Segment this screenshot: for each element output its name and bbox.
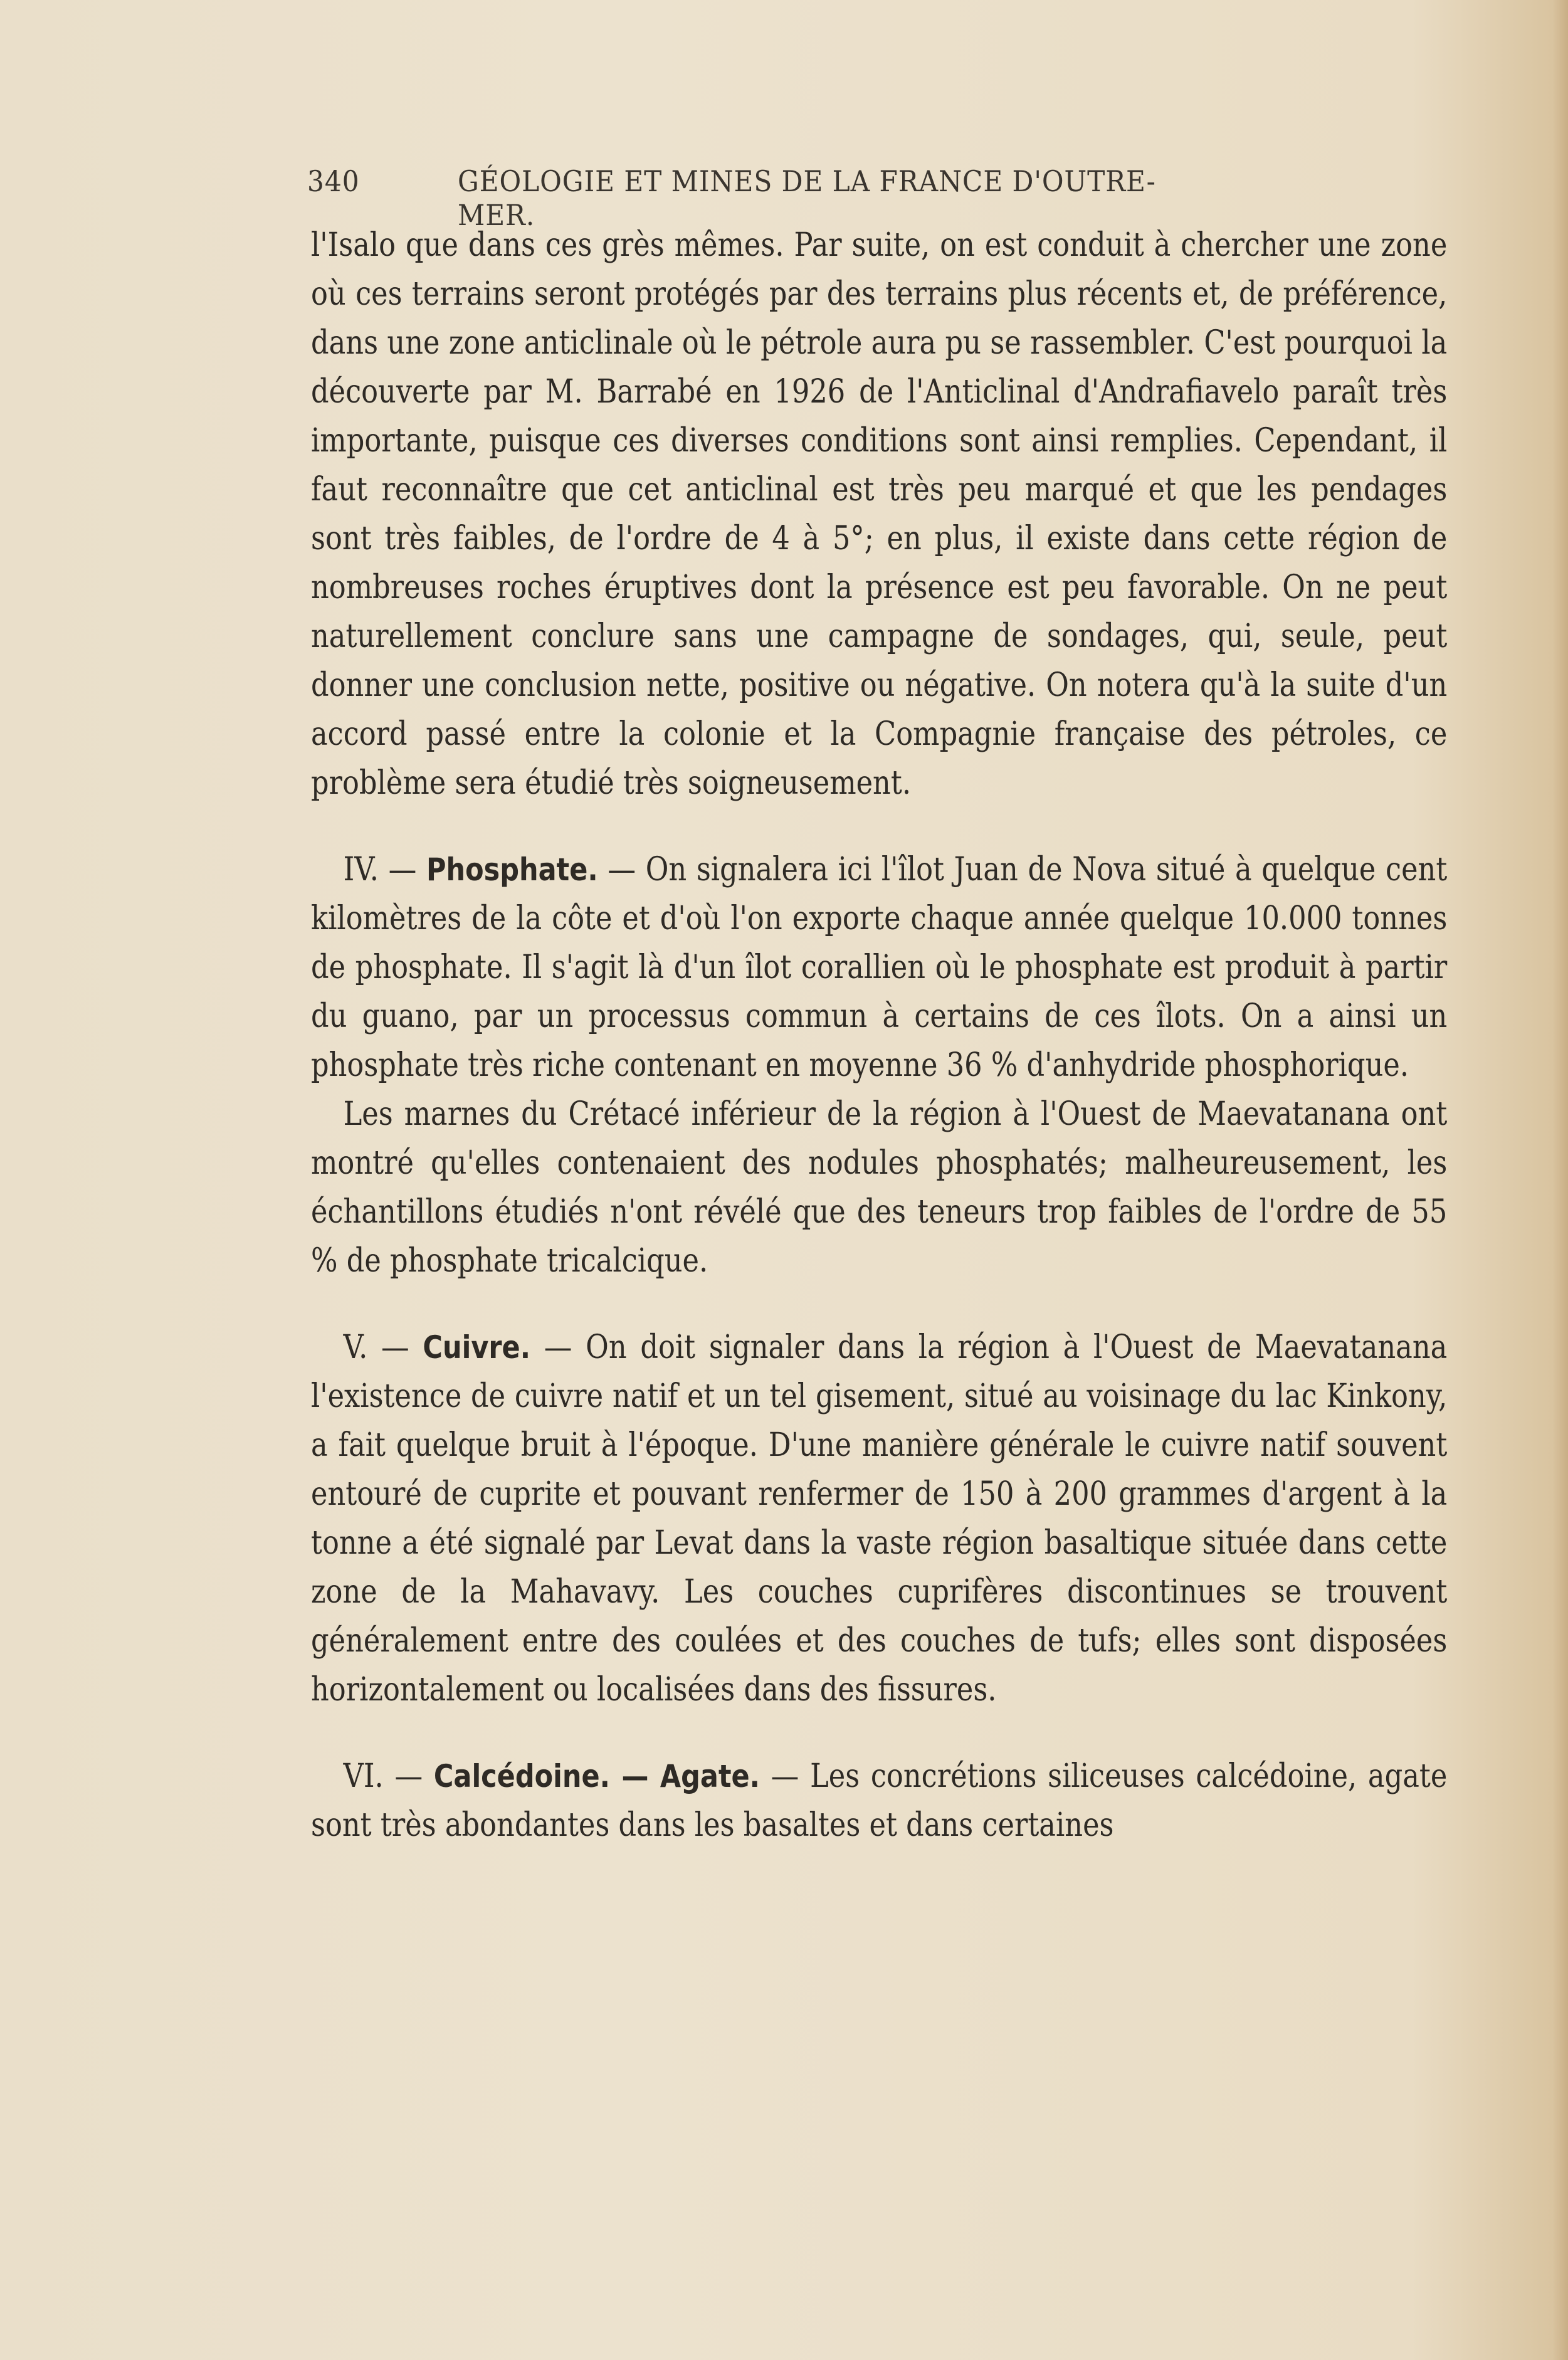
section-calcedoine-agate bbox=[311, 1752, 1447, 1850]
section-title: Cuivre. bbox=[423, 1329, 531, 1366]
section-cuivre bbox=[311, 1323, 1447, 1714]
section-number: IV. — bbox=[343, 851, 417, 888]
section-phosphate bbox=[311, 845, 1447, 1090]
running-title: GÉOLOGIE ET MINES DE LA FRANCE D'OUTRE-MER. bbox=[457, 164, 1156, 232]
section-title: Phosphate. bbox=[426, 851, 598, 888]
body-text bbox=[311, 221, 1447, 1850]
paragraph-phosphate-marnes: Les marnes du Crétacé inférieur de la région à l'Ouest de Maevatanana ont montré qu'elles contenaient des nodules phosphatés; malheureusement, les échantillons étudiés n'ont révélé que des teneurs trop faibles de l'ordre de 55 % de phosphate tricalcique. bbox=[311, 1095, 1448, 1280]
section-number: VI. — bbox=[343, 1757, 423, 1795]
section-number: V. — bbox=[343, 1329, 409, 1366]
paragraph-petrole-continued: l'Isalo que dans ces grès mêmes. Par suite, on est conduit à chercher une zone où ces terrains seront protégés par des terrains plus récents et, de préférence, dans une zone anticlinale où le pétrole aura pu se rassembler. C'est pourquoi la découverte par M. Barrabé en 1926 de l'Anticlinal d'Andrafiavelo paraît très importante, puisque ces diverses conditions sont ainsi remplies. Cependant, il faut reconnaître que cet anticlinal est très peu marqué et que les pendages sont très faibles, de l'ordre de 4 à 5°; en plus, il existe dans cette région de nombreuses roches éruptives dont la présence est peu favorable. On ne peut naturellement conclure sans une campagne de sondages, qui, seule, peut donner une conclusion nette, positive ou négative. On notera qu'à la suite d'un accord passé entre la colonie et la Compagnie française des pétroles, ce problème sera étudié très soigneusement. bbox=[311, 226, 1448, 802]
page-number: 340 bbox=[307, 164, 360, 198]
section-text: — Les concrétions siliceuses calcédoine, agate sont très abondantes dans les basaltes et dans certaines bbox=[311, 1757, 1448, 1844]
section-text: — On doit signaler dans la région à l'Ouest de Maevatanana l'existence de cuivre natif et un tel gisement, situé au voisinage du lac Kinkony, a fait quelque bruit à l'époque. D'une manière générale le cuivre natif souvent entouré de cuprite et pouvant renfermer de 150 à 200 grammes d'argent à la tonne a été signalé par Levat dans la vaste région basaltique située dans cette zone de la Mahavavy. Les couches cuprifères discontinues se trouvent généralement entre des coulées et des couches de tufs; elles sont disposées horizontalement ou localisées dans des fissures. bbox=[311, 1329, 1448, 1709]
section-title: Calcédoine. — Agate. bbox=[433, 1758, 760, 1794]
section-text: — On signalera ici l'îlot Juan de Nova situé à quelque cent kilomètres de la côte et d'où l'on exporte chaque année quelque 10.000 tonnes de phosphate. Il s'agit là d'un îlot corallien où le phosphate est produit à partir du guano, par un processus commun à certains de ces îlots. On a ainsi un phosphate très riche contenant en moyenne 36 % d'anhydride phosphorique. bbox=[311, 851, 1448, 1084]
